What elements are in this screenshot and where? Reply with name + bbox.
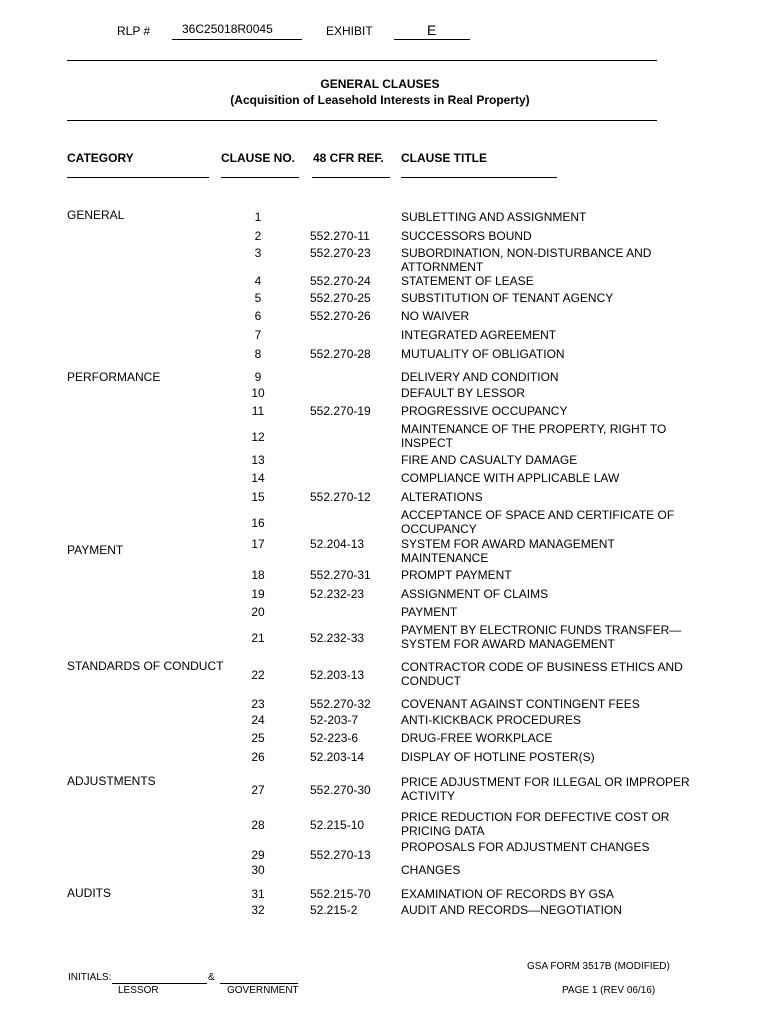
clause-number: 19 (251, 587, 265, 601)
rlp-number: 36C25018R0045 (182, 22, 273, 36)
government-label: GOVERNMENT (227, 985, 299, 996)
form-name: GSA FORM 3517B (MODIFIED) (527, 961, 670, 972)
clause-number: 15 (251, 490, 265, 504)
clause-number: 12 (251, 430, 265, 444)
clause-title: ANTI-KICKBACK PROCEDURES (401, 713, 582, 727)
clause-number: 14 (251, 471, 265, 485)
clause-cfr-ref: 552.270-30 (310, 783, 371, 797)
rlp-label: RLP # (117, 24, 151, 38)
clause-number: 9 (254, 370, 262, 384)
top-divider (67, 60, 657, 61)
clause-cfr-ref: 52.215-2 (310, 903, 358, 917)
clause-title: PRICE REDUCTION FOR DEFECTIVE COST OR PRICING DATA (401, 810, 670, 838)
clause-title: DEFAULT BY LESSOR (401, 386, 526, 400)
clause-title: COMPLIANCE WITH APPLICABLE LAW (401, 471, 620, 485)
category-payment: PAYMENT (67, 543, 124, 557)
clause-title: INTEGRATED AGREEMENT (401, 328, 557, 342)
clause-number: 29 (251, 848, 265, 862)
clause-title: MAINTENANCE OF THE PROPERTY, RIGHT TO INSPECT (401, 422, 667, 450)
document-title: GENERAL CLAUSES (320, 77, 440, 91)
clause-number: 28 (251, 818, 265, 832)
page-info: PAGE 1 (REV 06/16) (562, 985, 656, 996)
clause-number: 11 (251, 404, 265, 418)
clause-cfr-ref: 52.204-13 (310, 537, 365, 551)
clause-number: 13 (251, 453, 265, 467)
clause-cfr-ref: 52.203-13 (310, 668, 365, 682)
clause-number: 26 (251, 750, 265, 764)
column-header-clause-no: CLAUSE NO. (221, 151, 296, 165)
clause-title: EXAMINATION OF RECORDS BY GSA (401, 887, 614, 901)
clause-number: 3 (254, 246, 262, 260)
clause-cfr-ref: 552.270-19 (310, 404, 371, 418)
clause-title: DRUG-FREE WORKPLACE (401, 731, 553, 745)
clause-number: 32 (251, 903, 265, 917)
clause-cfr-ref: 552.270-24 (310, 274, 371, 288)
clause-title: CHANGES (401, 863, 461, 877)
category-performance: PERFORMANCE (67, 370, 161, 384)
clause-title: ACCEPTANCE OF SPACE AND CERTIFICATE OF OCCUPANCY (401, 508, 675, 536)
clause-no-header-rule (221, 177, 299, 178)
clause-title: SUCCESSORS BOUND (401, 229, 532, 243)
clause-cfr-ref: 552.270-32 (310, 697, 371, 711)
clause-number: 23 (251, 697, 265, 711)
clause-number: 24 (251, 713, 265, 727)
cfr-header-rule (312, 177, 390, 178)
clause-title: MUTUALITY OF OBLIGATION (401, 347, 565, 361)
clause-title: SUBORDINATION, NON-DISTURBANCE AND ATTORNMENT (401, 246, 652, 274)
clause-cfr-ref: 552.270-28 (310, 347, 371, 361)
lessor-initials-line (112, 983, 207, 984)
clause-cfr-ref: 552.270-25 (310, 291, 371, 305)
clause-title: PAYMENT BY ELECTRONIC FUNDS TRANSFER—SYSTEM FOR AWARD MANAGEMENT (401, 623, 682, 651)
column-header-clause-title: CLAUSE TITLE (401, 151, 487, 165)
column-header-category: CATEGORY (67, 151, 134, 165)
clause-number: 5 (254, 291, 262, 305)
initials-label: INITIALS: (68, 972, 112, 983)
clause-cfr-ref: 52.203-14 (310, 750, 365, 764)
clause-title: AUDIT AND RECORDS—NEGOTIATION (401, 903, 622, 917)
clause-number: 22 (251, 668, 265, 682)
initials-ampersand: & (208, 972, 215, 983)
exhibit-value: E (427, 22, 437, 38)
clause-cfr-ref: 52.232-33 (310, 631, 365, 645)
column-header-cfr-ref: 48 CFR REF. (313, 151, 384, 165)
clause-number: 25 (251, 731, 265, 745)
clause-cfr-ref: 552.270-26 (310, 309, 371, 323)
clause-cfr-ref: 552.270-13 (310, 848, 371, 862)
document-subtitle: (Acquisition of Leasehold Interests in Real Property) (230, 93, 530, 107)
clause-cfr-ref: 552.215-70 (310, 887, 371, 901)
title-divider (67, 120, 657, 121)
title-header-rule (401, 177, 557, 178)
clause-cfr-ref: 52-203-7 (310, 713, 359, 727)
clause-title: STATEMENT OF LEASE (401, 274, 534, 288)
clause-title: SYSTEM FOR AWARD MANAGEMENT MAINTENANCE (401, 537, 615, 565)
clause-cfr-ref: 52-223-6 (310, 731, 359, 745)
lessor-label: LESSOR (118, 985, 159, 996)
rlp-underline (172, 39, 302, 40)
clause-number: 16 (251, 516, 265, 530)
clause-title: DELIVERY AND CONDITION (401, 370, 559, 384)
government-initials-line (220, 983, 298, 984)
clause-title: ASSIGNMENT OF CLAIMS (401, 587, 549, 601)
category-standards-of-conduct: STANDARDS OF CONDUCT (67, 659, 224, 673)
clause-cfr-ref: 552.270-11 (310, 229, 370, 243)
clause-number: 30 (251, 863, 265, 877)
clause-number: 20 (251, 605, 265, 619)
clause-number: 7 (254, 328, 262, 342)
clause-cfr-ref: 552.270-31 (310, 568, 371, 582)
clause-number: 4 (254, 274, 262, 288)
clause-title: COVENANT AGAINST CONTINGENT FEES (401, 697, 640, 711)
clause-number: 18 (251, 568, 265, 582)
clause-title: PROPOSALS FOR ADJUSTMENT CHANGES (401, 840, 650, 854)
clause-title: ALTERATIONS (401, 490, 483, 504)
clause-number: 2 (254, 229, 262, 243)
clause-number: 1 (254, 210, 262, 224)
clause-number: 10 (251, 386, 265, 400)
clause-title: FIRE AND CASUALTY DAMAGE (401, 453, 578, 467)
clause-number: 8 (254, 347, 262, 361)
clause-cfr-ref: 552.270-12 (310, 490, 371, 504)
clause-number: 21 (251, 631, 265, 645)
clause-title: CONTRACTOR CODE OF BUSINESS ETHICS AND CONDUCT (401, 660, 683, 688)
clause-number: 17 (251, 537, 265, 551)
clause-title: PRICE ADJUSTMENT FOR ILLEGAL OR IMPROPER ACTIVITY (401, 775, 690, 803)
clause-title: NO WAIVER (401, 309, 470, 323)
clause-title: PROGRESSIVE OCCUPANCY (401, 404, 568, 418)
clause-cfr-ref: 52.215-10 (310, 818, 365, 832)
exhibit-label: EXHIBIT (326, 24, 373, 38)
clause-title: PROMPT PAYMENT (401, 568, 512, 582)
clause-title: DISPLAY OF HOTLINE POSTER(S) (401, 750, 595, 764)
category-header-rule (67, 177, 209, 178)
clause-number: 27 (251, 783, 265, 797)
category-audits: AUDITS (67, 886, 112, 900)
category-general: GENERAL (67, 208, 125, 222)
category-adjustments: ADJUSTMENTS (67, 774, 156, 788)
clause-cfr-ref: 552.270-23 (310, 246, 371, 260)
exhibit-underline (394, 39, 470, 40)
clause-title: PAYMENT (401, 605, 458, 619)
clause-cfr-ref: 52.232-23 (310, 587, 365, 601)
clause-title: SUBSTITUTION OF TENANT AGENCY (401, 291, 614, 305)
clause-number: 31 (251, 887, 265, 901)
clause-title: SUBLETTING AND ASSIGNMENT (401, 210, 587, 224)
clause-number: 6 (254, 309, 262, 323)
